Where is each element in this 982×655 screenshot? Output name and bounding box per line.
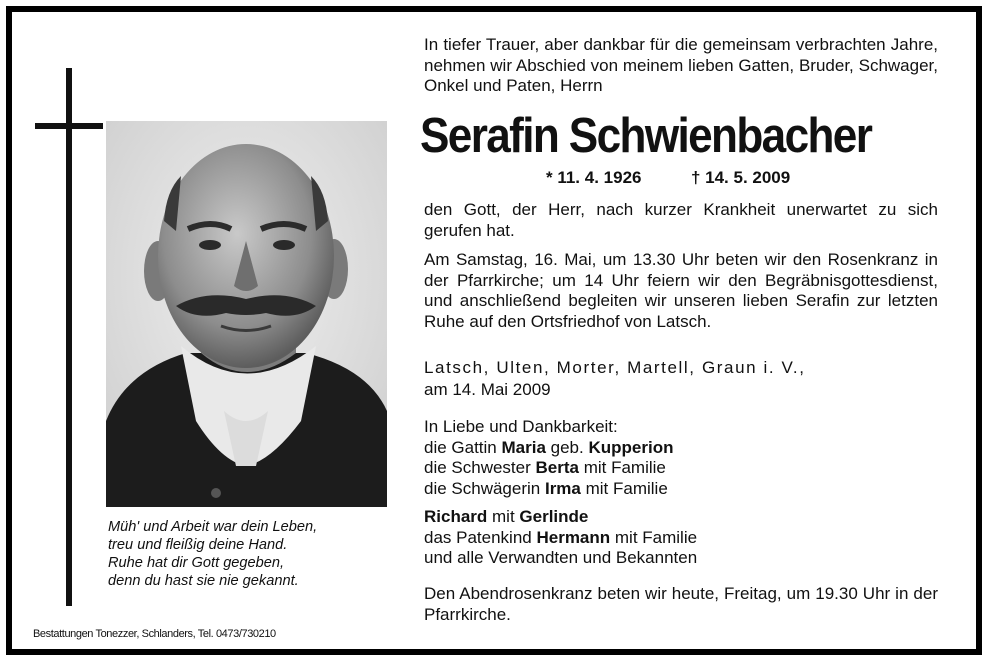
- mourner-wife: die Gattin Maria geb. Kupperion: [424, 437, 674, 457]
- verse-line: treu und fleißig deine Hand.: [108, 537, 288, 553]
- mourner-relatives: und alle Verwandten und Bekannten: [424, 548, 698, 567]
- closing-text: Den Abendrosenkranz beten wir heute, Freitag, um 19.30 Uhr in der Pfarrkirche.: [424, 584, 938, 624]
- death-date: † 14. 5. 2009: [690, 168, 791, 187]
- intro-text: In tiefer Trauer, aber dankbar für die gemeinsam verbrachten Jahre, nehmen wir Abschied von meinem lieben Gatten, Bruder, Schwager, Onkel und Paten, Herrn: [424, 35, 938, 95]
- places-line: Latsch, Ulten, Morter, Martell, Graun i. V.,: [424, 358, 806, 377]
- mourners-list: [424, 417, 938, 569]
- date-line: am 14. Mai 2009: [424, 380, 551, 399]
- mourner-richard: Richard mit Gerlinde: [424, 507, 589, 526]
- portrait-photo: [106, 121, 387, 507]
- mourners-intro: In Liebe und Dankbarkeit:: [424, 417, 618, 436]
- mourner-sister-in-law: die Schwägerin Irma mit Familie: [424, 478, 668, 498]
- verse-line: Müh' und Arbeit war dein Leben,: [108, 519, 318, 535]
- funeral-home-credit: Bestattungen Tonezzer, Schlanders, Tel. 0473/730210: [33, 628, 276, 640]
- life-dates: [546, 168, 790, 188]
- verse-line: Ruhe hat dir Gott gegeben,: [108, 555, 285, 571]
- memorial-verse: [108, 518, 398, 590]
- cross-icon-horizontal: [35, 123, 103, 129]
- verse-line: denn du hast sie nie gekannt.: [108, 573, 299, 589]
- birth-date: * 11. 4. 1926: [546, 168, 642, 187]
- service-text: Am Samstag, 16. Mai, um 13.30 Uhr beten wir den Rosenkranz in der Pfarrkirche; um 14 Uhr feiern wir den Begräbnisgottesdienst, und anschließend begleiten wir unseren lieben Serafin zur letzten Ruhe auf den Ortsfriedhof von Latsch.: [424, 250, 938, 331]
- mourner-godchild: das Patenkind Hermann mit Familie: [424, 527, 698, 547]
- mourner-sister: die Schwester Berta mit Familie: [424, 458, 666, 477]
- cross-icon-vertical: [66, 68, 72, 606]
- deceased-name: Serafin Schwienbacher: [420, 109, 872, 163]
- passing-text: den Gott, der Herr, nach kurzer Krankheit unerwartet zu sich gerufen hat.: [424, 200, 938, 240]
